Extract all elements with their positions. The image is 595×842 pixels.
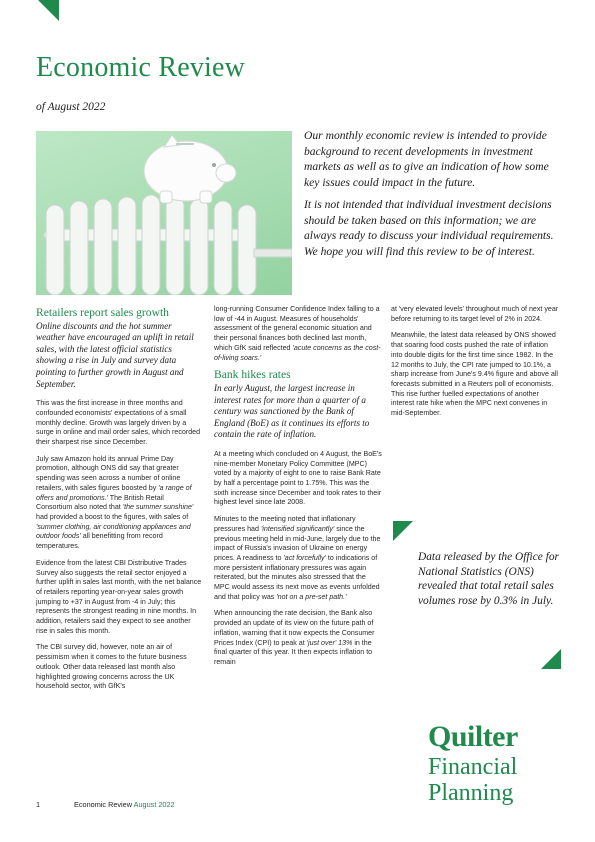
- footer-label: Economic Review: [74, 800, 132, 809]
- footer-date: August 2022: [133, 800, 175, 809]
- section-lead-bank: In early August, the largest increase in interest rates for more than a quarter of a century was sanctioned by the Bank of England (BoE) as it continues its efforts to contain the rate of inflation.: [214, 382, 370, 440]
- column-2: [214, 305, 382, 675]
- body-paragraph: When announcing the rate decision, the Bank also provided an update of its view on the future path of inflation, warning that it now expects the Consumer Prices Index (CPI) to peak at 'just over' 13% in the final quarter of this year. It then expects inflation to remain: [214, 609, 375, 666]
- body-paragraph: long-running Consumer Confidence Index falling to a low of -44 in August. Measures of households' assessment of the general economic situation and their personal finances both declined last month, which GfK said reflected 'acute concerns as the cost-of-living soars.': [214, 305, 381, 362]
- intro-paragraph-1: Our monthly economic review is intended to provide background to recent developments in investment markets as well as to give an indication of how some key issues could impact in the future.: [304, 129, 549, 190]
- body-paragraph: at 'very elevated levels' throughout much of next year before returning to its target level of 2% in 2024.: [391, 305, 559, 323]
- body-paragraph: Evidence from the latest CBI Distributive Trades Survey also suggests the retail sector enjoyed a further uplift in sales last month, with the net balance of retailers reporting year-on-year sales growth jumping to +37 in August from -4 in July; this represents the strongest reading in nine months. In addition, retailers said they expect to see another rise in sales this month.: [36, 558, 202, 635]
- body-paragraph: At a meeting which concluded on 4 August, the BoE's nine-member Monetary Policy Committee (MPC) voted by a majority of eight to one to raise Bank Rate by half a percentage point to 1.75%. This was the sixth increase since December and took rates to their highest level since late 2008.: [214, 449, 382, 507]
- section-heading-retail: Retailers report sales growth: [36, 306, 169, 319]
- pull-quote: Data released by the Office for National Statistics (ONS) revealed that total retail sales volumes rose by 0.3% in July.: [418, 551, 559, 607]
- piggy-bank-radiator-icon: [36, 131, 292, 295]
- body-paragraph: Minutes to the meeting noted that inflationary pressures had 'intensified significantly' since the previous meeting held in mid-June, largely due to the impact of Russia's invasion of Ukraine on energy prices. A readiness to 'act forcefully' to indications of more persistent inflationary pressures was again reiterated, but the minutes also stressed that the MPC would assess its next move as events unfolded and that policy was 'not on a pre-set path.': [214, 515, 381, 601]
- column-3: [391, 305, 561, 426]
- body-paragraph: July saw Amazon hold its annual Prime Day promotion, although ONS did say that greater spending was seen across a number of online retailers, with sales figures boosted by 'a range of offers and promotions.' The British Retail Consortium also noted that 'the summer sunshine' had provided a boost to the figures, with sales of 'summer clothing, air conditioning appliances and outdoor foods' all benefitting from record temperatures.: [36, 454, 194, 551]
- body-paragraph: The CBI survey did, however, note an air of pessimism when it comes to the future business outlook. Other data released last month also highlighted growing concerns across the UK household sector, with GfK's: [36, 643, 187, 691]
- issue-date: of August 2022: [36, 101, 106, 113]
- logo-line-2: Financial: [428, 754, 518, 780]
- quote-accent-top: [393, 521, 413, 541]
- section-lead-retail: Online discounts and the hot summer weather have encouraged an uplift in retail sales, with the latest official statistics showing a rise in July and survey data pointing to further growth in August and September.: [36, 320, 194, 389]
- logo-line-1: Quilter: [428, 720, 518, 753]
- page-footer: [36, 800, 175, 809]
- quilter-logo: [428, 722, 568, 806]
- body-paragraph: Meanwhile, the latest data released by ONS showed that soaring food costs pushed the rate of inflation into double digits for the first time since 1982. In the 12 months to July, the CPI rate jumped to 10.1%, a sharp increase from June's 9.4% figure and above all forecasts submitted in a Reuters poll of economists. This rise further fuelled expectations of another interest rate hike when the MPC next convenes in mid-September.: [391, 331, 558, 418]
- intro-paragraph-2: It is not intended that individual investment decisions should be taken based on this information; we are always ready to discuss your individual requirements. We hope you will find this review to be of interest.: [304, 197, 554, 258]
- corner-accent-triangle: [38, 0, 59, 21]
- page-title: Economic Review: [36, 52, 246, 83]
- section-heading-bank: Bank hikes rates: [214, 368, 291, 382]
- logo-line-3: Planning: [428, 780, 514, 806]
- quote-accent-bottom: [541, 649, 561, 669]
- body-paragraph: This was the first increase in three months and confounded economists' expectations of a small monthly decline. Growth was largely driven by a surge in online and mail order sales, which recorded their sharpest rise since December.: [36, 399, 201, 447]
- column-1: [36, 308, 202, 699]
- hero-image: [36, 131, 292, 295]
- page-number: 1: [36, 800, 41, 809]
- intro-text: [304, 128, 566, 266]
